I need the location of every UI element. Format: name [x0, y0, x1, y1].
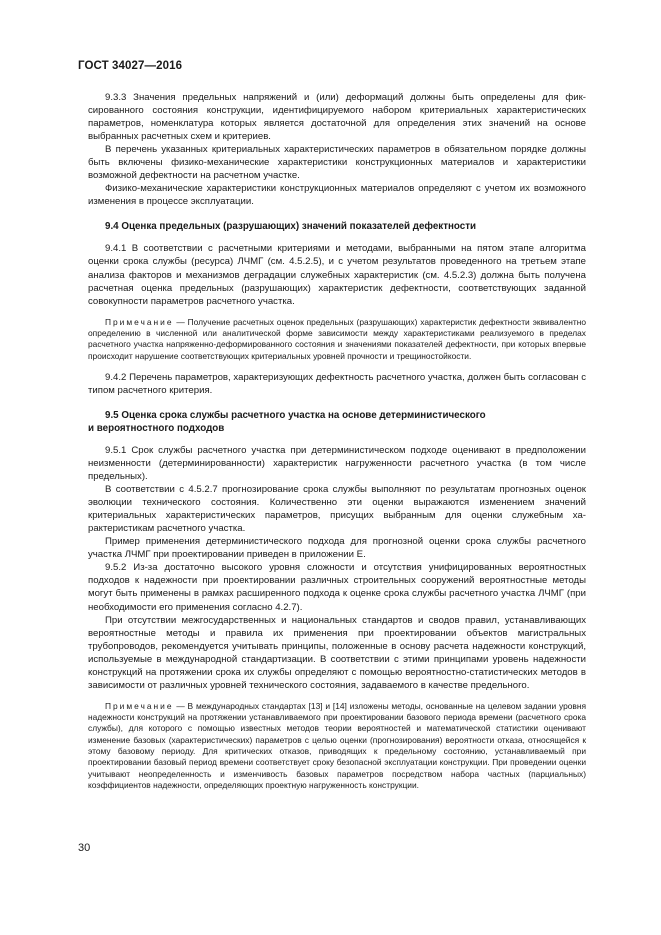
page-body — [88, 91, 586, 791]
paragraph-4-5-2-7: В соответствии с 4.5.2.7 прогнозирование срока службы выполняют по результатам прогнозных оценок эволюции технического состояния. Количественно эти оценки выражаются изменением значений критериальных характеристических параметров, присущих выбранным для оценки служебным характеристикам расчетного участка. — [88, 484, 586, 535]
paragraph-criteria-list: В перечень указанных критериальных характеристических параметров в обязательном порядке должны быть включены физико-механические характеристики конструкционных материалов и характеристики возможной дефектности на расчетном участке. — [88, 144, 586, 182]
note-9-5-2 — [88, 701, 586, 791]
note-label: Примечание — [105, 316, 174, 327]
page-number: 30 — [78, 842, 91, 854]
section-heading-9-5-line2: и вероятностного подходов — [88, 422, 225, 434]
paragraph-example: Пример применения детерминистического подхода для прогнозной оценки срока службы расчетного участка ЛЧМГ при проектировании приведен в приложении Е. — [88, 536, 586, 561]
paragraph-9-4-2: 9.4.2 Перечень параметров, характеризующих дефектность расчетного участка, должен быть согласован с типом расчетного критерия. — [88, 371, 586, 396]
paragraph-9-3-3: 9.3.3 Значения предельных напряжений и (или) деформаций должны быть определены для фиксированного состояния конструкции, идентифицируемого набором критериальных характеристических параметров, номенклатура которых является достаточной для определения этих значений на основе выбранных расчетных схем и критериев. — [88, 92, 586, 143]
paragraph-9-5-2: 9.5.2 Из-за достаточно высокого уровня сложности и отсутствия унифицированных вероятностных подходов к надежности при проектировании различных строительных сооружений вероятностные методы могут быть применены в рамках расширенного подхода к оценке срока службы расчетного участка ЛЧМГ (при необходимости его применения согласно 4.2.7). — [88, 562, 586, 613]
section-heading-9-5 — [88, 409, 586, 435]
note-label: Примечание — [105, 700, 174, 711]
note-9-4-1 — [88, 317, 586, 362]
note-text: — Получение расчетных оценок предельных (разрушающих) характеристик дефектности эквивалентно определению в численной или аналитической форме зависимости между характеристиками реализуемого в пределах расчетного участка напряженно-деформированного состояния и значениями показателей дефектности, при которых впервые происходит нарушение соответствующих критериальных уровней прочности и трещиностойкости. — [88, 316, 586, 361]
section-heading-9-5-line1: 9.5 Оценка срока службы расчетного участка на основе детерминистического — [105, 409, 486, 421]
paragraph-standards: При отсутствии межгосударственных и национальных стандартов и сводов правил, устанавливающих вероятностные методы и правила их применения при проектировании объектов магистральных трубопроводов, рекомендуется учитывать принципы, положенные в основу расчета надежности конструкций, используемые в международной стандартизации. В соответствии с этими принципами уровень надежности конструкций на протяжении срока их службы определяют с помощью вероятностно-статистических методов в зависимости от различных уровней технического состояния, задаваемого в качестве предельного. — [88, 614, 586, 691]
paragraph-9-5-1: 9.5.1 Срок службы расчетного участка при детерминистическом подходе оценивают в предположении неизменности (детерминированности) характеристик нагруженности расчетного участка (в том числе предельных). — [88, 444, 586, 483]
note-text: — В международных стандартах [13] и [14] изложены методы, основанные на целевом задании уровня надежности конструкций на протяжении устанавливаемого при проектировании базового периода времени (расчетного срока службы), для которого с помощью известных методов теории вероятностей и математической статистики оценивают изменение базовых (характеристических) параметров с целью оценки (прогнозирования) вероятности отказа, относящейся к этому базовому периоду. Для критических отказов, приводящих к предельному состоянию, устанавливаемый при проектировании базовый период времени соответствует сроку безопасной эксплуатации конструкции. При проведении оценки учитывают неопределенность и изменчивость базовых параметров посредством набора частных (парциальных) коэффициентов надежности, определяющих проектную нагруженность конструкции. — [88, 700, 586, 790]
paragraph-9-4-1: 9.4.1 В соответствии с расчетными критериями и методами, выбранными на пятом этапе алгоритма оценки срока службы (ресурса) ЛЧМГ (см. 4.5.2.5), и с учетом результатов проведенного на третьем этапе анализа факторов и механизмов деградации служебных характеристик (см. 4.5.2.3) должна быть получена расчетная оценка предельных (разрушающих) характеристик дефектности, соответствующих заданной совокупности параметров расчетного участка. — [88, 243, 586, 307]
standard-header: ГОСТ 34027—2016 — [78, 60, 183, 72]
section-heading-9-4: 9.4 Оценка предельных (разрушающих) значений показателей дефектности — [105, 221, 477, 233]
paragraph-material-properties: Физико-механические характеристики конструкционных материалов определяют с учетом их возможного изменения в процессе эксплуатации. — [88, 183, 586, 208]
